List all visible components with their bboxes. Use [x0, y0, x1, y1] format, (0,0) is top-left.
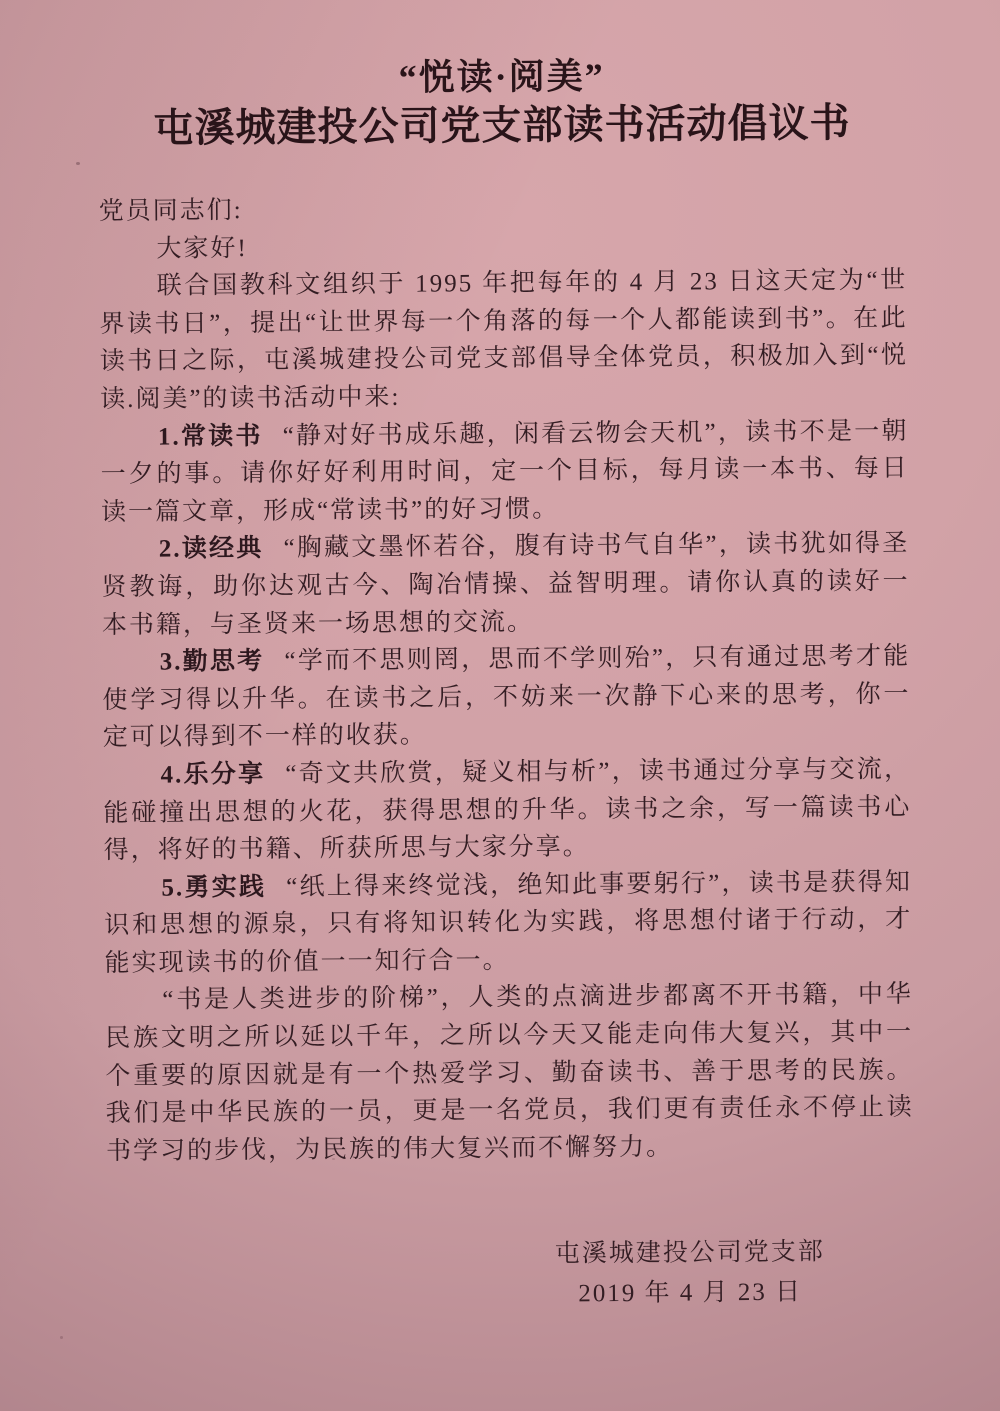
signature-org: 屯溪城建投公司党支部: [554, 1238, 825, 1269]
item-paragraph-5: [104, 863, 913, 982]
document-body: [99, 187, 915, 1171]
item-label-4: 4.乐分享: [160, 760, 266, 789]
paper-speck: [76, 162, 80, 165]
item-paragraph-4: [103, 751, 912, 870]
item-text-1: “静对好书成乐趣，闲看云物会天机”，读书不是一朝一夕的事。请你好好利用时间，定一个目标，每月读一本书、每日读一篇文章，形成“常读书”的好习惯。: [100, 417, 909, 526]
title-block: [97, 51, 906, 155]
item-label-2: 2.读经典: [158, 535, 264, 564]
item-label-3: 3.勤思考: [159, 647, 265, 676]
item-text-3: “学而不思则罔，思而不学则殆”，只有通过思考才能使学习得以升华。在读书之后，不妨来一次静下心来的思考，你一定可以得到不一样的收获。: [102, 642, 911, 752]
intro-paragraph: 联合国教科文组织于 1995 年把每年的 4 月 23 日这天定为“世界读书日”，提出“让世界每一个角落的每一个人都能读到书”。在此读书日之际，屯溪城建投公司党支部倡导全体党员，积极加入到“悦读.阅美”的读书活动中来:: [99, 266, 908, 414]
item-label-5: 5.勇实践: [161, 873, 267, 902]
greeting: 大家好!: [156, 234, 248, 263]
item-paragraph-3: [102, 638, 911, 757]
item-paragraph-2: [101, 525, 910, 644]
document-title: “悦读·阅美”: [398, 56, 605, 98]
signature-block: [555, 1233, 826, 1315]
item-paragraph-1: [100, 412, 909, 531]
item-label-1: 1.常读书: [157, 422, 263, 451]
item-text-2: “胸藏文墨怀若谷，腹有诗书气自华”，读书犹如得圣贤教诲，助你达观古今、陶冶情操、益智明理。请你认真的读好一本书籍，与圣贤来一场思想的交流。: [101, 530, 910, 639]
closing-paragraph: “书是人类进步的阶梯”，人类的点滴进步都离不开书籍，中华民族文明之所以延以千年，之所以今天又能走向伟大复兴，其中一个重要的原因就是有一个热爱学习、勤奋读书、善于思考的民族。我们是中华民族的一员，更是一名党员，我们更有责任永不停止读书学习的步伐，为民族的伟大复兴而不懈努力。: [105, 981, 914, 1165]
salutation: 党员同志们:: [98, 197, 243, 226]
item-text-5: “纸上得来终觉浅，绝知此事要躬行”，读书是获得知识和思想的源泉，只有将知识转化为实践，将思想付诸于行动，才能实现读书的价值一一知行合一。: [104, 868, 913, 977]
signature-date: 2019 年 4 月 23 日: [578, 1279, 803, 1308]
paper-speck: [60, 1336, 63, 1339]
document-subtitle: 屯溪城建投公司党支部读书活动倡议书: [153, 100, 851, 151]
paper-speck: [332, 1158, 335, 1160]
item-text-4: “奇文共欣赏，疑义相与析”，读书通过分享与交流，能碰撞出思想的火花，获得思想的升华。读书之余，写一篇读书心得，将好的书籍、所获所思与大家分享。: [103, 755, 912, 865]
